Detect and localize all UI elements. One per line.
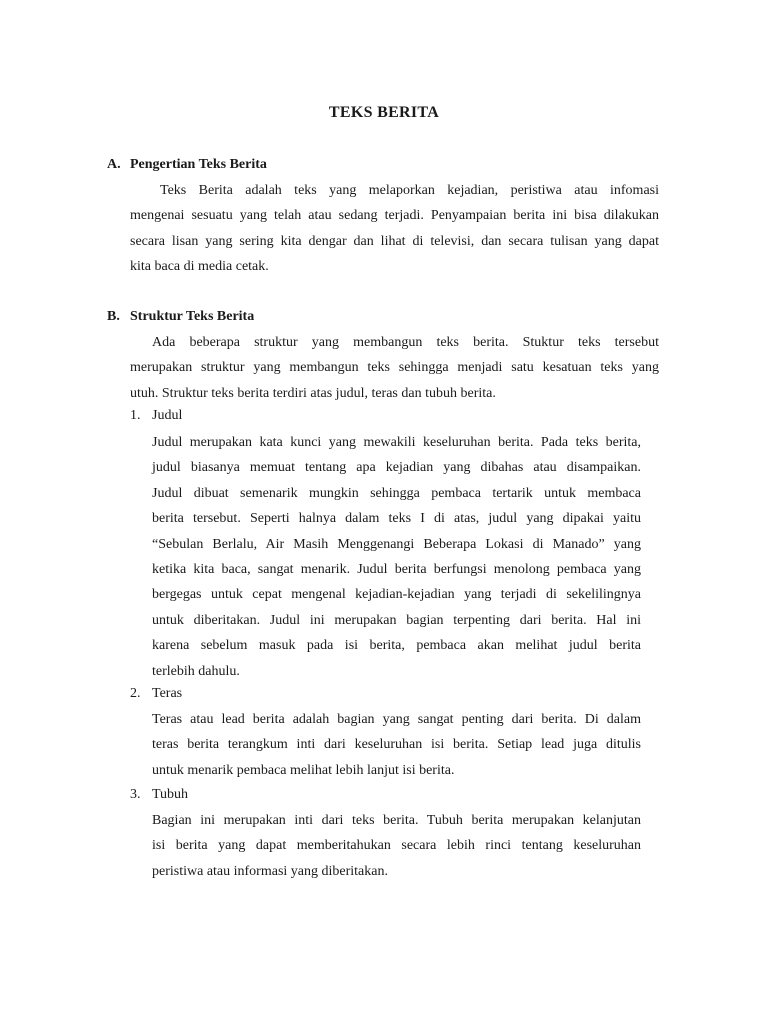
tubuh-paragraph xyxy=(152,808,641,884)
section-b-letter: B. xyxy=(107,309,120,324)
list-number: 1. xyxy=(130,408,141,423)
paragraph-line: untuk diberitakan. Judul ini merupakan bagian terpenting dari berita. Hal ini xyxy=(152,612,641,628)
paragraph-line: terlebih dahulu. xyxy=(152,663,240,679)
paragraph-line: Judul dibuat semenarik mungkin sehingga pembaca tertarik untuk membaca xyxy=(152,485,641,501)
page-title: TEKS BERITA xyxy=(328,104,440,121)
list-number: 3. xyxy=(130,787,141,802)
paragraph-line: ketika kita baca, sangat menarik. Judul berita berfungsi menolong pembaca yang xyxy=(152,561,641,577)
paragraph-line: “Sebulan Berlalu, Air Masih Menggenangi Beberapa Lokasi di Manado” yang xyxy=(152,536,641,552)
section-b-heading xyxy=(107,309,254,325)
paragraph-line: isi berita yang dapat memberitahukan secara lebih rinci tentang keseluruhan xyxy=(152,838,641,854)
paragraph-line: Ada beberapa struktur yang membangun teks berita. Stuktur teks tersebut xyxy=(152,335,659,350)
paragraph-line: Teks Berita adalah teks yang melaporkan kejadian, peristiwa atau infomasi xyxy=(160,183,659,198)
paragraph-line: bergegas untuk cepat mengenal kejadian-kejadian yang terjadi di sekelilingnya xyxy=(152,587,641,603)
paragraph-line: teras berita terangkum inti dari keseluruhan isi berita. Setiap lead juga ditulis xyxy=(152,737,641,753)
list-label: Teras xyxy=(152,686,183,701)
section-b-title: Struktur Teks Berita xyxy=(130,309,255,324)
paragraph-line: kita baca di media cetak. xyxy=(130,259,269,275)
list-item-judul xyxy=(130,408,182,424)
paragraph-line: Judul merupakan kata kunci yang mewakili keseluruhan berita. Pada teks berita, xyxy=(152,435,641,450)
section-a-letter: A. xyxy=(107,157,121,172)
section-a-paragraph xyxy=(130,178,659,280)
paragraph-line: utuh. Struktur teks berita terdiri atas judul, teras dan tubuh berita. xyxy=(130,385,496,401)
list-item-teras xyxy=(130,686,182,702)
section-a-heading xyxy=(107,157,267,173)
paragraph-line: berita tersebut. Seperti halnya dalam teks I di atas, judul yang dipakai yaitu xyxy=(152,511,641,527)
judul-paragraph xyxy=(152,430,641,684)
paragraph-line: mengenai sesuatu yang telah atau sedang terjadi. Penyampaian berita ini bisa dilakukan xyxy=(130,208,659,224)
paragraph-line: karena sebelum masuk pada isi berita, pembaca akan melihat judul berita xyxy=(152,638,641,654)
list-label: Judul xyxy=(152,408,183,423)
section-b-paragraph xyxy=(130,330,659,406)
list-item-tubuh xyxy=(130,787,188,803)
paragraph-line: Bagian ini merupakan inti dari teks berita. Tubuh berita merupakan kelanjutan xyxy=(152,813,641,828)
paragraph-line: merupakan struktur yang membangun teks sehingga menjadi satu kesatuan teks yang xyxy=(130,360,659,376)
paragraph-line: judul biasanya memuat tentang apa kejadian yang dibahas atau disampaikan. xyxy=(152,460,641,476)
section-a-title: Pengertian Teks Berita xyxy=(130,157,267,172)
paragraph-line: Teras atau lead berita adalah bagian yang sangat penting dari berita. Di dalam xyxy=(152,712,641,727)
paragraph-line: peristiwa atau informasi yang diberitakan. xyxy=(152,863,388,879)
teras-paragraph xyxy=(152,707,641,783)
paragraph-line: secara lisan yang sering kita dengar dan lihat di televisi, dan secara tulisan yang dapat xyxy=(130,233,659,249)
list-label: Tubuh xyxy=(152,787,189,802)
list-number: 2. xyxy=(130,686,141,701)
paragraph-line: untuk menarik pembaca melihat lebih lanjut isi berita. xyxy=(152,762,455,778)
